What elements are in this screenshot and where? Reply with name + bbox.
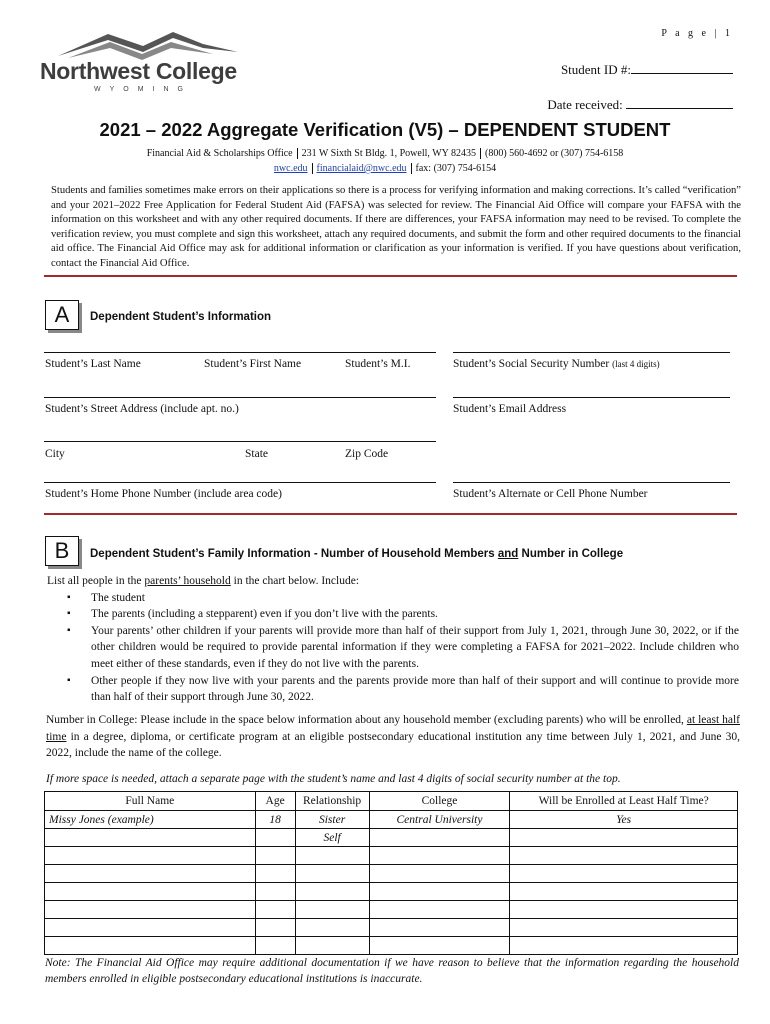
cell-age[interactable]: [255, 901, 295, 919]
col-college: College: [369, 792, 510, 811]
col-age: Age: [255, 792, 295, 811]
cell-name[interactable]: [45, 883, 256, 901]
cell-half-time[interactable]: Yes: [510, 811, 738, 829]
cell-college[interactable]: [369, 847, 510, 865]
table-row: [45, 847, 738, 865]
office-phone: (800) 560-4692 or (307) 754-6158: [484, 148, 624, 159]
email-link[interactable]: financialaid@nwc.edu: [316, 163, 407, 174]
cell-relationship[interactable]: [295, 937, 369, 955]
cell-relationship[interactable]: [295, 901, 369, 919]
intro-paragraph: Students and families sometimes make errors on their applications so there is a process for verifying information and making corrections. It’s called “verification” and your 2021–2022 Free Application for Federal Student Aid (FAFSA) was selected for review. The Financial Aid Office will compare your FAFSA with the information on this worksheet and with any other required documents. If there are differences, your FAFSA information may need to be revised. To complete the verification review, you must complete and sign this worksheet, attach any required documents, and submit the form and other required documents to the financial aid office. The Financial Aid Office may ask for additional information or clarification as your information is verified. If you have questions about verification, contact the Financial Aid Office.: [51, 185, 741, 269]
list-item: ▪ Your parents’ other children if your parents will provide more than half of their support from July 1, 2021, through June 30, 2022, or if the other children would be required to provide parental information if they were completing a FAFSA for 2021–2022. Include children who meet either of these standards, even if they do not live with the parents.: [91, 623, 739, 673]
date-received-field[interactable]: [547, 96, 733, 113]
ssn-note: (last 4 digits): [612, 359, 660, 369]
office-name: Financial Aid & Scholarships Office: [146, 148, 293, 159]
cell-half-time[interactable]: [510, 919, 738, 937]
cell-age[interactable]: [255, 919, 295, 937]
date-received-label: Date received:: [547, 97, 623, 112]
cell-college[interactable]: [369, 829, 510, 847]
ssn-label: Student’s Social Security Number (last 4 digits): [453, 358, 660, 370]
office-fax: fax: (307) 754-6154: [415, 163, 497, 174]
page-number: P a g e | 1: [661, 28, 733, 39]
cell-age[interactable]: [255, 937, 295, 955]
student-id-label: Student ID #:: [560, 62, 631, 77]
cell-college[interactable]: [369, 919, 510, 937]
student-id-blank[interactable]: [631, 61, 733, 74]
cell-half-time[interactable]: [510, 937, 738, 955]
cell-college[interactable]: [369, 901, 510, 919]
home-phone-label: Student’s Home Phone Number (include area code): [45, 488, 282, 500]
household-instructions: [47, 573, 739, 706]
table-row: [45, 883, 738, 901]
cell-name[interactable]: Missy Jones (example): [45, 811, 256, 829]
home-phone-line[interactable]: [44, 482, 436, 483]
city-label: City: [45, 448, 65, 460]
table-row: [45, 829, 738, 847]
logo-subtitle: WYOMING: [94, 86, 192, 93]
name-line[interactable]: [44, 352, 436, 353]
footer-note: Note: The Financial Aid Office may require additional documentation if we have reason to believe that the information regarding the household members enrolled in eligible postsecondary educational institutions is inaccurate.: [45, 957, 739, 986]
street-line[interactable]: [44, 397, 436, 398]
section-a-heading: Dependent Student’s Information: [90, 311, 272, 323]
cell-relationship[interactable]: [295, 883, 369, 901]
cell-relationship[interactable]: Sister: [295, 811, 369, 829]
cell-name[interactable]: [45, 865, 256, 883]
list-item: ▪ The student: [91, 590, 739, 607]
cell-college[interactable]: [369, 937, 510, 955]
cell-name[interactable]: [45, 829, 256, 847]
cell-phone-line[interactable]: [453, 482, 730, 483]
table-row: [45, 865, 738, 883]
contact-line-1: [0, 148, 770, 159]
city-line[interactable]: [44, 441, 436, 442]
household-table: [44, 791, 738, 955]
cell-age[interactable]: 18: [255, 811, 295, 829]
website-link[interactable]: nwc.edu: [273, 163, 308, 174]
street-label: Student’s Street Address (include apt. no.): [45, 403, 239, 415]
cell-age[interactable]: [255, 865, 295, 883]
table-row: [45, 937, 738, 955]
zip-label: Zip Code: [345, 448, 389, 460]
state-label: State: [245, 448, 268, 460]
cell-half-time[interactable]: [510, 829, 738, 847]
first-name-label: Student’s First Name: [204, 358, 302, 370]
cell-name[interactable]: [45, 937, 256, 955]
cell-age[interactable]: [255, 847, 295, 865]
last-name-label: Student’s Last Name: [45, 358, 141, 370]
section-divider: [44, 275, 737, 277]
table-header-row: [45, 792, 738, 811]
table-row: [45, 919, 738, 937]
cell-half-time[interactable]: [510, 865, 738, 883]
form-title: 2021 – 2022 Aggregate Verification (V5) – DEPENDENT STUDENT: [99, 119, 671, 140]
cell-half-time[interactable]: [510, 847, 738, 865]
mi-label: Student’s M.I.: [345, 358, 411, 370]
cell-college[interactable]: [369, 865, 510, 883]
list-intro: List all people in the parents’ household in the chart below. Include:: [47, 575, 360, 587]
cell-phone-label: Student’s Alternate or Cell Phone Number: [453, 488, 648, 500]
cell-relationship[interactable]: [295, 919, 369, 937]
table-row: [45, 901, 738, 919]
cell-age[interactable]: [255, 883, 295, 901]
col-half-time: Will be Enrolled at Least Half Time?: [510, 792, 738, 811]
number-in-college-paragraph: Number in College: Please include in the space below information about any household member (excluding parents) who will be enrolled, at least half time in a degree, diploma, or certificate program at an eligible postsecondary educational institution any time between July 1, 2021, and June 30, 2022, include the name of the college.: [46, 714, 740, 760]
cell-college[interactable]: Central University: [369, 811, 510, 829]
cell-half-time[interactable]: [510, 901, 738, 919]
more-space-note: If more space is needed, attach a separate page with the student’s name and last 4 digits of social security number at the top.: [46, 773, 621, 785]
section-a-badge: A: [45, 300, 79, 330]
email-label: Student’s Email Address: [453, 403, 567, 415]
section-divider: [44, 513, 737, 515]
cell-relationship[interactable]: [295, 865, 369, 883]
logo-name: Northwest College: [40, 58, 237, 84]
cell-half-time[interactable]: [510, 883, 738, 901]
col-full-name: Full Name: [45, 792, 256, 811]
cell-name[interactable]: [45, 847, 256, 865]
cell-relationship[interactable]: Self: [295, 829, 369, 847]
date-received-blank[interactable]: [626, 96, 733, 109]
email-line[interactable]: [453, 397, 730, 398]
office-address: 231 W Sixth St Bldg. 1, Powell, WY 82435: [301, 148, 476, 159]
section-b-badge: B: [45, 536, 79, 566]
student-id-field[interactable]: [561, 61, 733, 78]
cell-college[interactable]: [369, 883, 510, 901]
college-logo: [38, 28, 250, 100]
cell-relationship[interactable]: [295, 847, 369, 865]
cell-name[interactable]: [45, 919, 256, 937]
ssn-line[interactable]: [453, 352, 730, 353]
list-item: ▪ Other people if they now live with your parents and the parents provide more than half of their support and will continue to provide more than half of their support through June 30, 2022.: [91, 673, 739, 706]
cell-age[interactable]: [255, 829, 295, 847]
list-item: ▪ The parents (including a stepparent) even if you don’t live with the parents.: [91, 606, 739, 623]
table-row: [45, 811, 738, 829]
col-relationship: Relationship: [295, 792, 369, 811]
contact-line-2: [0, 163, 770, 174]
cell-name[interactable]: [45, 901, 256, 919]
section-b-heading: Dependent Student’s Family Information - Number of Household Members and Number in College: [90, 548, 624, 560]
